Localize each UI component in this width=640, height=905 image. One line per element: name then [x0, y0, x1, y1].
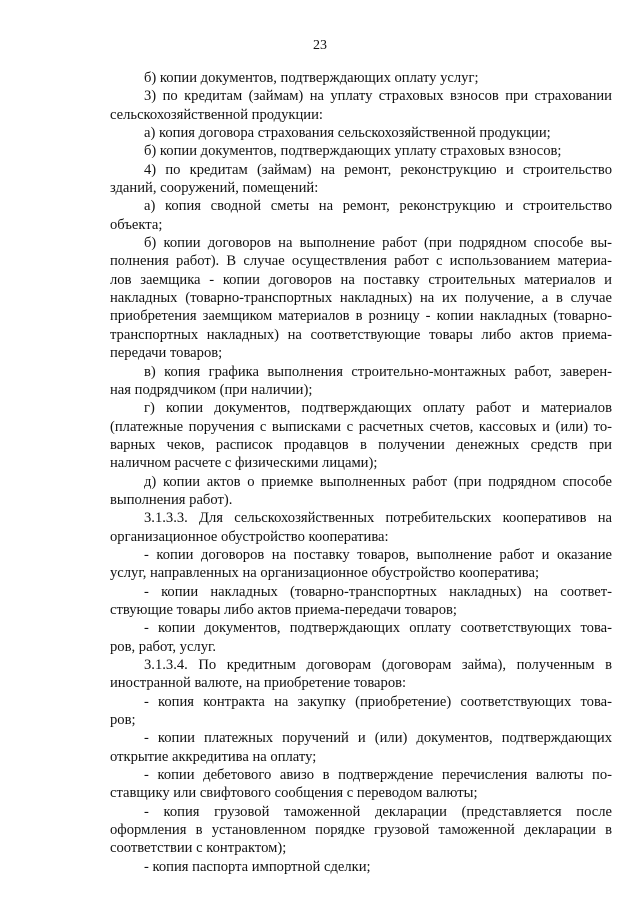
text-line: - копия контракта на закупку (приобретение) соответствующих това-: [144, 693, 612, 710]
text-line: транспортных накладных) на соответствующие товары либо актов приема-: [110, 326, 612, 343]
text-line: выполнения работ).: [110, 491, 233, 508]
text-line: ствующие товары либо актов приема-передачи товаров;: [110, 601, 457, 618]
text-line: сельскохозяйственной продукции:: [110, 106, 323, 123]
text-line: ров;: [110, 712, 136, 729]
text-line: объекта;: [110, 216, 163, 233]
text-line: д) копии актов о приемке выполненных работ (при подрядном способе: [144, 473, 612, 490]
text-line: оформления в установленном порядке грузовой таможенной декларации в: [110, 822, 612, 839]
text-line: иностранной валюте, на приобретение товаров:: [110, 675, 407, 692]
text-line: а) копия сводной сметы на ремонт, реконструкцию и строительство: [144, 198, 612, 215]
text-line: - копия паспорта импортной сделки;: [144, 858, 371, 875]
page-number: 23: [313, 38, 327, 53]
text-line: г) копии документов, подтверждающих оплату работ и материалов: [144, 400, 612, 417]
text-line: б) копии документов, подтверждающих уплату страховых взносов;: [144, 143, 562, 160]
text-line: 3.1.3.3. Для сельскохозяйственных потребительских кооперативов на: [144, 510, 612, 527]
text-line: 4) по кредитам (займам) на ремонт, реконструкцию и строительство: [144, 161, 612, 178]
text-line: - копии накладных (товарно-транспортных накладных) на соответ-: [144, 583, 612, 600]
text-line: накладных (товарно-транспортных накладных) на их получение, а в случае: [110, 290, 612, 307]
text-line: услуг, направленных на организационное обустройство кооператива;: [110, 565, 540, 582]
text-line: а) копия договора страхования сельскохозяйственной продукции;: [144, 125, 551, 142]
text-line: варных чеков, расписок продавцов в получении денежных средств при: [110, 436, 612, 453]
text-line: передачи товаров;: [110, 345, 223, 362]
text-line: - копии договоров на поставку товаров, выполнение работ и оказание: [144, 546, 612, 563]
text-line: ров, работ, услуг.: [110, 638, 217, 655]
text-line: - копии платежных поручений и (или) документов, подтверждающих: [144, 730, 612, 747]
text-line: 3.1.3.4. По кредитным договорам (договорам займа), полученным в: [144, 657, 612, 673]
text-line: - копии документов, подтверждающих оплату соответствующих това-: [144, 620, 612, 637]
text-line: лов заемщика - копии договоров на поставку строительных материалов и: [110, 271, 612, 288]
text-line: в) копия графика выполнения строительно-монтажных работ, заверен-: [144, 363, 612, 380]
text-line: б) копии документов, подтверждающих оплату услуг;: [144, 70, 479, 86]
text-line: организационное обустройство кооператива:: [110, 528, 389, 545]
text-line: 3) по кредитам (займам) на уплату страховых взносов при страховании: [144, 88, 612, 105]
text-line: - копии дебетового авизо в подтверждение перечисления валюты по-: [144, 767, 612, 784]
document-body: [110, 69, 612, 876]
text-line: приобретения заемщиком материалов в розницу - копии накладных (товарно-: [110, 308, 612, 325]
text-line: ставщику или свифтового сообщения с переводом валюты;: [110, 785, 478, 802]
text-line: б) копии договоров на выполнение работ (при подрядном способе вы-: [144, 235, 612, 252]
text-line: наличном расчете с физическими лицами);: [110, 455, 378, 472]
text-line: соответствии с контрактом);: [110, 840, 287, 857]
text-line: открытие аккредитива на оплату;: [110, 748, 317, 765]
text-line: ная подрядчиком (при наличии);: [110, 381, 313, 398]
text-line: полнения работ). В случае осуществления работ с использованием материа-: [110, 253, 612, 270]
text-line: (платежные поручения с выписками с расчетных счетов, кассовых и (или) то-: [110, 418, 612, 435]
text-line: - копия грузовой таможенной декларации (представляется после: [144, 803, 612, 820]
text-line: зданий, сооружений, помещений:: [110, 180, 319, 197]
